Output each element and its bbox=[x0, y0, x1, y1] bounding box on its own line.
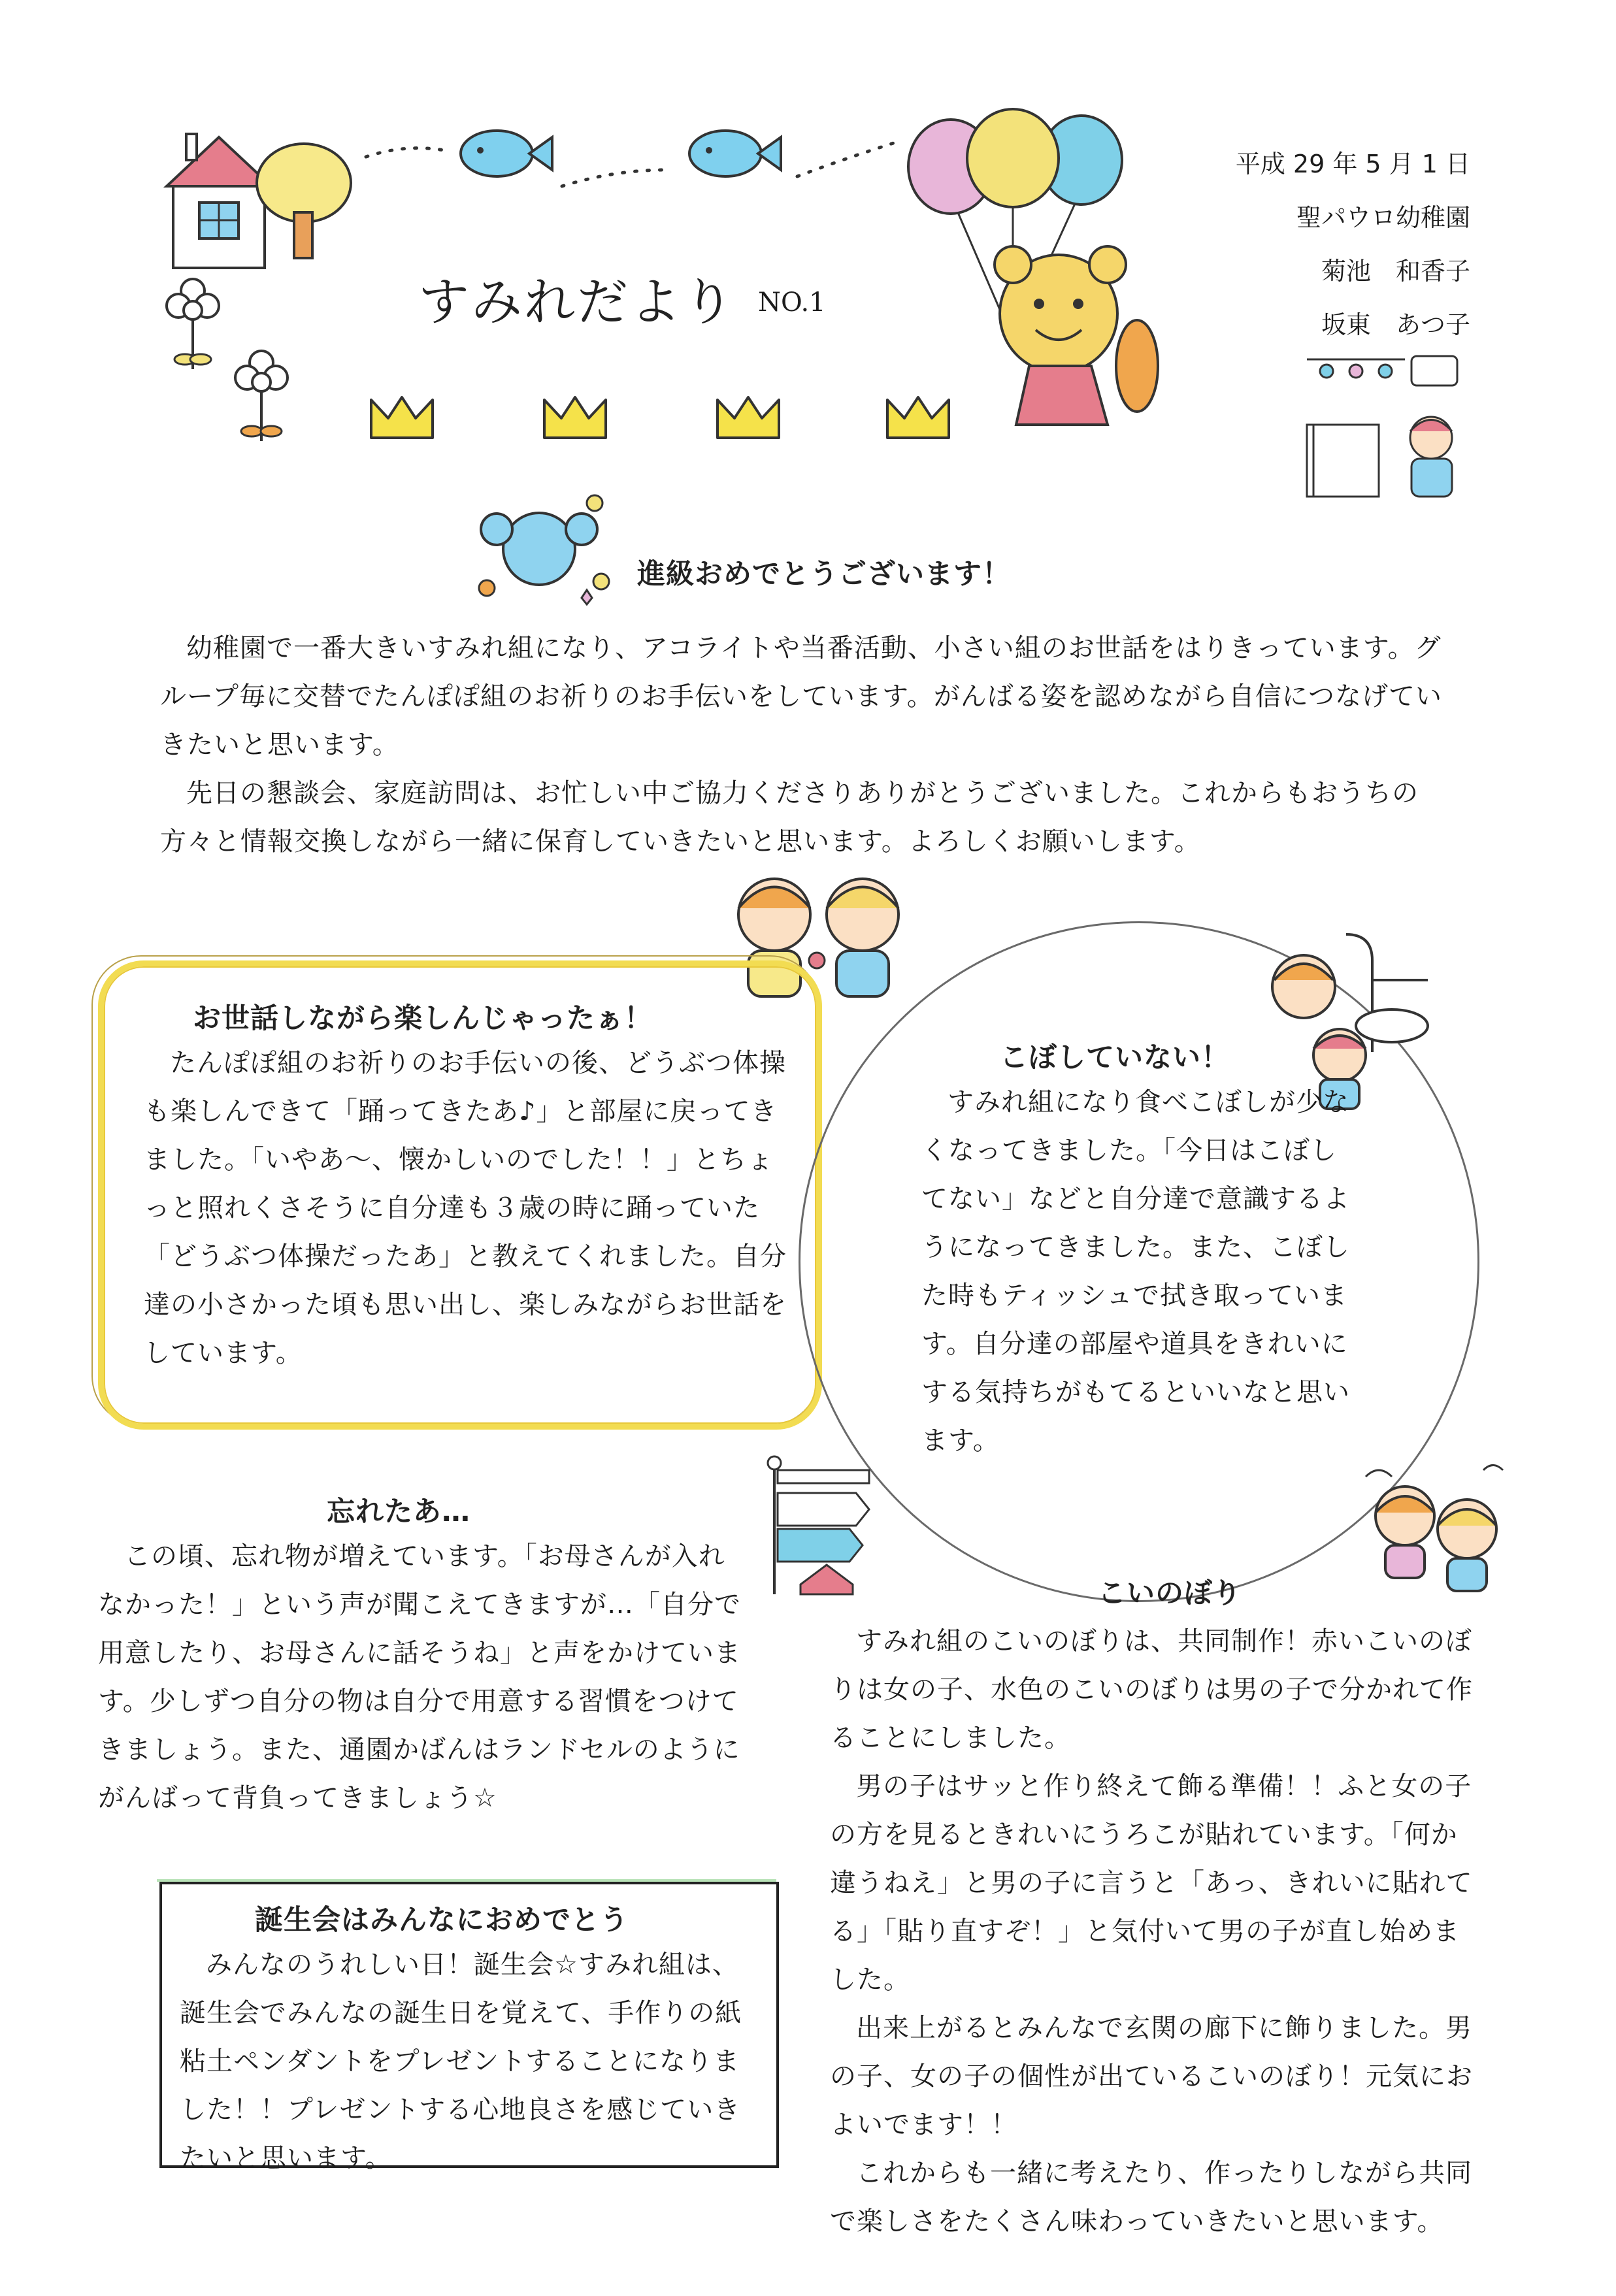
teacher-name: 菊池 和香子 bbox=[1321, 257, 1470, 286]
newsletter-title: すみれだより bbox=[418, 273, 736, 332]
paragraph: すみれ組のこいのぼりは、共同制作！赤いこいのぼりは女の子、水色のこいのぼりは男の子で分かれて作ることにしました。 bbox=[830, 1626, 1473, 1753]
classroom-kids-icon bbox=[1300, 346, 1470, 510]
paragraph: すみれ組になり食べこぼしが少なくなってきました。「今日はこぼしてない」などと自分達で意識するようになってきました。また、こぼした時もティッシュで拭き取っています。自分達の部屋や道具をきれいにする気持ちがもてるといいなと思います。 bbox=[921, 1087, 1350, 1456]
teacher-name: 坂東 あつ子 bbox=[1321, 310, 1470, 339]
paragraph: たんぽぽ組のお祈りのお手伝いの後、どうぶつ体操も楽しんできて「踊ってきたあ♪」と部屋に戻ってきました。「いやあ～、懐かしいのでした！！」とちょっと照れくさそうに自分達も３歳の時に踊っていた「どうぶつ体操だったあ」と教えてくれました。自分達の小さかった頃も思い出し、楽しみながらお世話をしています。 bbox=[144, 1048, 787, 1368]
paragraph: この頃、忘れ物が増えています。「お母さんが入れなかった！」という声が聞こえてきますが…「自分で用意したり、お母さんに話そうね」と声をかけています。少しずつ自分の物は自分で用意する習慣をつけてきましょう。また、通園かばんはランドセルのようにがんばって背負ってきましょう☆ bbox=[98, 1541, 741, 1813]
section-body-tanjoukai bbox=[180, 1941, 755, 2182]
dotted-line bbox=[366, 131, 928, 196]
header-meta bbox=[1144, 137, 1470, 352]
paragraph: 先日の懇談会、家庭訪問は、お忙しい中ご協力くださりありがとうございました。これからもおうちの方々と情報交換しながら一緒に保育していきたいと思います。よろしくお願いします。 bbox=[160, 778, 1419, 857]
angel-flowers-icon bbox=[470, 484, 621, 614]
section-heading-koboshi: こぼしていない！ bbox=[1000, 1041, 1230, 1074]
section-body-osewa bbox=[144, 1039, 791, 1377]
crown-icon bbox=[539, 392, 611, 444]
section-heading-koinobori: こいのぼり bbox=[1098, 1577, 1242, 1610]
section-body-wasureta bbox=[98, 1532, 751, 1822]
house-with-tree-icon bbox=[154, 121, 363, 284]
section-body-koinobori bbox=[830, 1617, 1483, 2246]
school-name: 聖パウロ幼稚園 bbox=[1296, 203, 1470, 232]
paragraph: 男の子はサッと作り終えて飾る準備！！ふと女の子の方を見るときれいにうろこが貼れています。「何か違うねえ」と男の子に言うと「あっ、きれいに貼れてる」「貼り直すぞ！」と気付いて男の子が直し始めました。 bbox=[830, 1771, 1473, 1995]
crown-icon bbox=[882, 392, 954, 444]
paragraph: これからも一緒に考えたり、作ったりしながら共同で楽しさをたくさん味わっていきたいと思います。 bbox=[830, 2158, 1472, 2237]
flower-icon bbox=[225, 346, 297, 444]
flower-icon bbox=[160, 274, 225, 372]
kids-running-icon bbox=[1353, 1457, 1516, 1607]
crown-icon bbox=[366, 392, 438, 444]
section-body-koboshi bbox=[921, 1078, 1353, 1465]
crown-icon bbox=[712, 392, 784, 444]
section-body-shinkyu bbox=[160, 624, 1467, 866]
section-heading-osewa: お世話しながら楽しんじゃったぁ！ bbox=[193, 1002, 653, 1035]
section-heading-wasureta: 忘れたあ… bbox=[327, 1496, 470, 1528]
tiger-holding-balloons-icon bbox=[967, 242, 1163, 444]
koinobori-icon bbox=[761, 1454, 879, 1598]
paragraph: 幼稚園で一番大きいすみれ組になり、アコライトや当番活動、小さい組のお世話をはりきっています。グループ毎に交替でたんぽぽ組のお祈りのお手伝いをしています。がんばる姿を認めながら自信につなげていきたいと思います。 bbox=[160, 633, 1442, 760]
section-heading-tanjoukai: 誕生会はみんなにおめでとう bbox=[255, 1904, 629, 1937]
paragraph: 出来上がるとみんなで玄関の廊下に飾りました。男の子、女の子の個性が出ているこいのぼり！元気におよいでます！！ bbox=[830, 2013, 1473, 2140]
issue-date: 平成 29 年 5 月 1 日 bbox=[1235, 150, 1470, 178]
paragraph: みんなのうれしい日！誕生会☆すみれ組は、誕生会でみんなの誕生日を覚えて、手作りの紙粘土ペンダントをプレゼントすることになりました！！プレゼントする心地良さを感じていきたいと思います。 bbox=[180, 1950, 742, 2173]
section-heading-shinkyu: 進級おめでとうございます！ bbox=[637, 558, 1011, 591]
issue-number: NO.1 bbox=[758, 287, 826, 318]
